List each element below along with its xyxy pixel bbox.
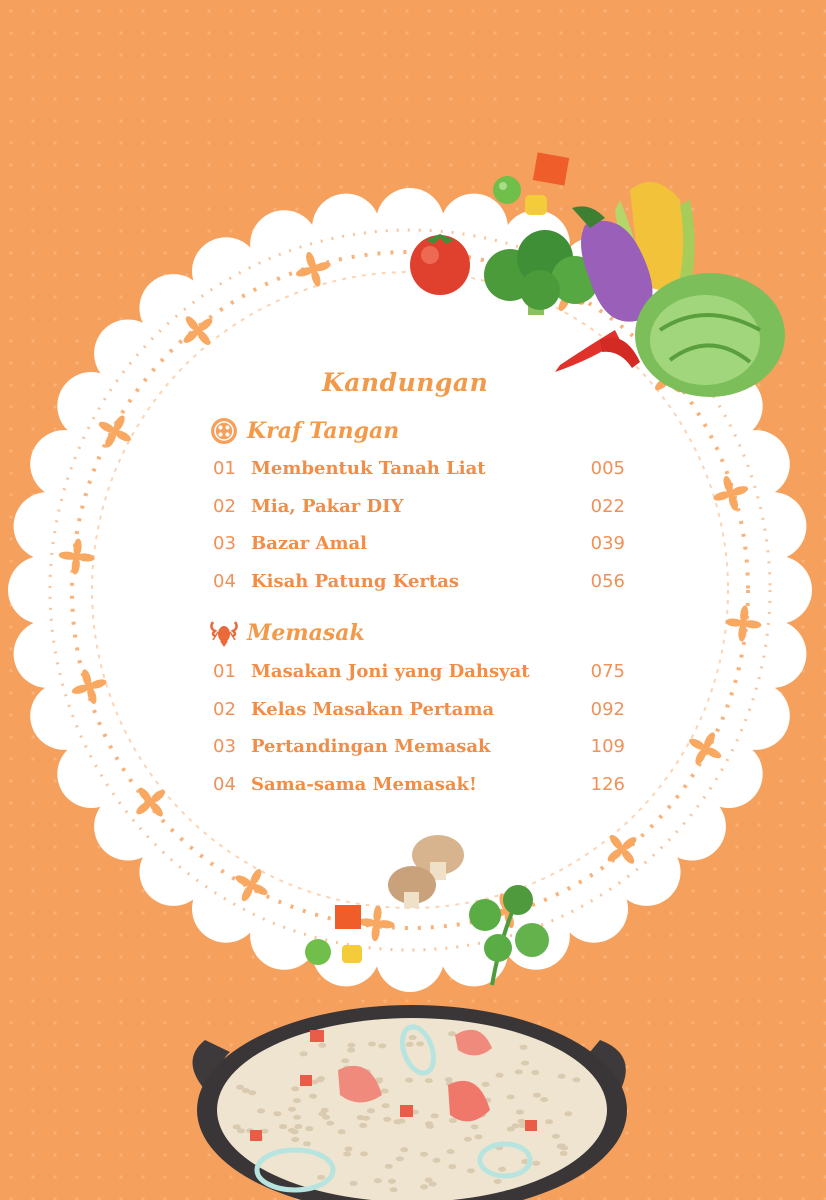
section-label: Kraf Tangan — [247, 418, 400, 444]
entry-number: 02 — [213, 495, 236, 517]
peas-icon — [493, 176, 521, 204]
entry-number: 01 — [213, 661, 236, 683]
section-heading-kraf-tangan — [205, 415, 399, 447]
entry-page-number: 022 — [590, 495, 625, 517]
doily-scallop — [14, 492, 82, 560]
toc-entry[interactable] — [213, 728, 625, 766]
entry-title: Kisah Patung Kertas — [251, 570, 459, 592]
entry-title: Pertandingan Memasak — [251, 736, 491, 758]
doily-scallop — [14, 620, 82, 688]
entry-page-number: 109 — [590, 736, 625, 758]
section-label: Memasak — [247, 620, 365, 646]
frying-pan-icon — [193, 1005, 628, 1200]
toc-entry[interactable] — [213, 653, 625, 691]
contents-title: Kandungan — [322, 368, 489, 397]
section-entries-kraf-tangan — [213, 450, 625, 600]
entry-page-number: 126 — [590, 773, 625, 795]
entry-page-number: 075 — [590, 661, 625, 683]
cabbage-icon — [635, 273, 785, 397]
entry-title: Masakan Joni yang Dahsyat — [251, 661, 530, 683]
section-entries-memasak — [213, 653, 625, 803]
entry-number: 02 — [213, 698, 236, 720]
entry-page-number: 092 — [590, 698, 625, 720]
toc-entry[interactable] — [213, 525, 625, 563]
entry-number: 04 — [213, 773, 236, 795]
toc-entry[interactable] — [213, 691, 625, 729]
doily-scallop — [8, 556, 76, 624]
toc-entry[interactable] — [213, 563, 625, 601]
entry-title: Membentuk Tanah Liat — [251, 458, 486, 480]
entry-title: Kelas Masakan Pertama — [251, 698, 495, 720]
doily-scallop — [722, 682, 790, 750]
doily-scallop — [738, 620, 806, 688]
section-heading-memasak — [205, 617, 365, 649]
entry-number: 01 — [213, 458, 236, 480]
entry-title: Mia, Pakar DIY — [251, 495, 404, 517]
peas-icon — [305, 939, 331, 965]
button-icon — [205, 415, 243, 447]
toc-entry[interactable] — [213, 450, 625, 488]
entry-page-number: 039 — [590, 533, 625, 555]
doily-scallop — [744, 556, 812, 624]
entry-number: 03 — [213, 533, 236, 555]
toc-entry[interactable] — [213, 488, 625, 526]
entry-title: Bazar Amal — [251, 533, 368, 555]
entry-page-number: 056 — [590, 570, 625, 592]
corn-kernel-icon — [525, 195, 547, 215]
doily-scallop — [57, 740, 125, 808]
corn-kernel-icon — [342, 945, 362, 963]
doily-scallop — [738, 492, 806, 560]
carrot-cube-icon — [533, 152, 569, 185]
entry-number: 03 — [213, 736, 236, 758]
entry-title: Sama-sama Memasak! — [251, 773, 477, 795]
carrot-cube-icon — [335, 905, 361, 929]
toc-entry[interactable] — [213, 766, 625, 804]
entry-number: 04 — [213, 570, 236, 592]
doily-scallop — [376, 924, 444, 992]
doily-scallop — [312, 194, 380, 262]
lobster-icon — [205, 617, 243, 649]
entry-page-number: 005 — [590, 458, 625, 480]
doily-scallop — [560, 875, 628, 943]
